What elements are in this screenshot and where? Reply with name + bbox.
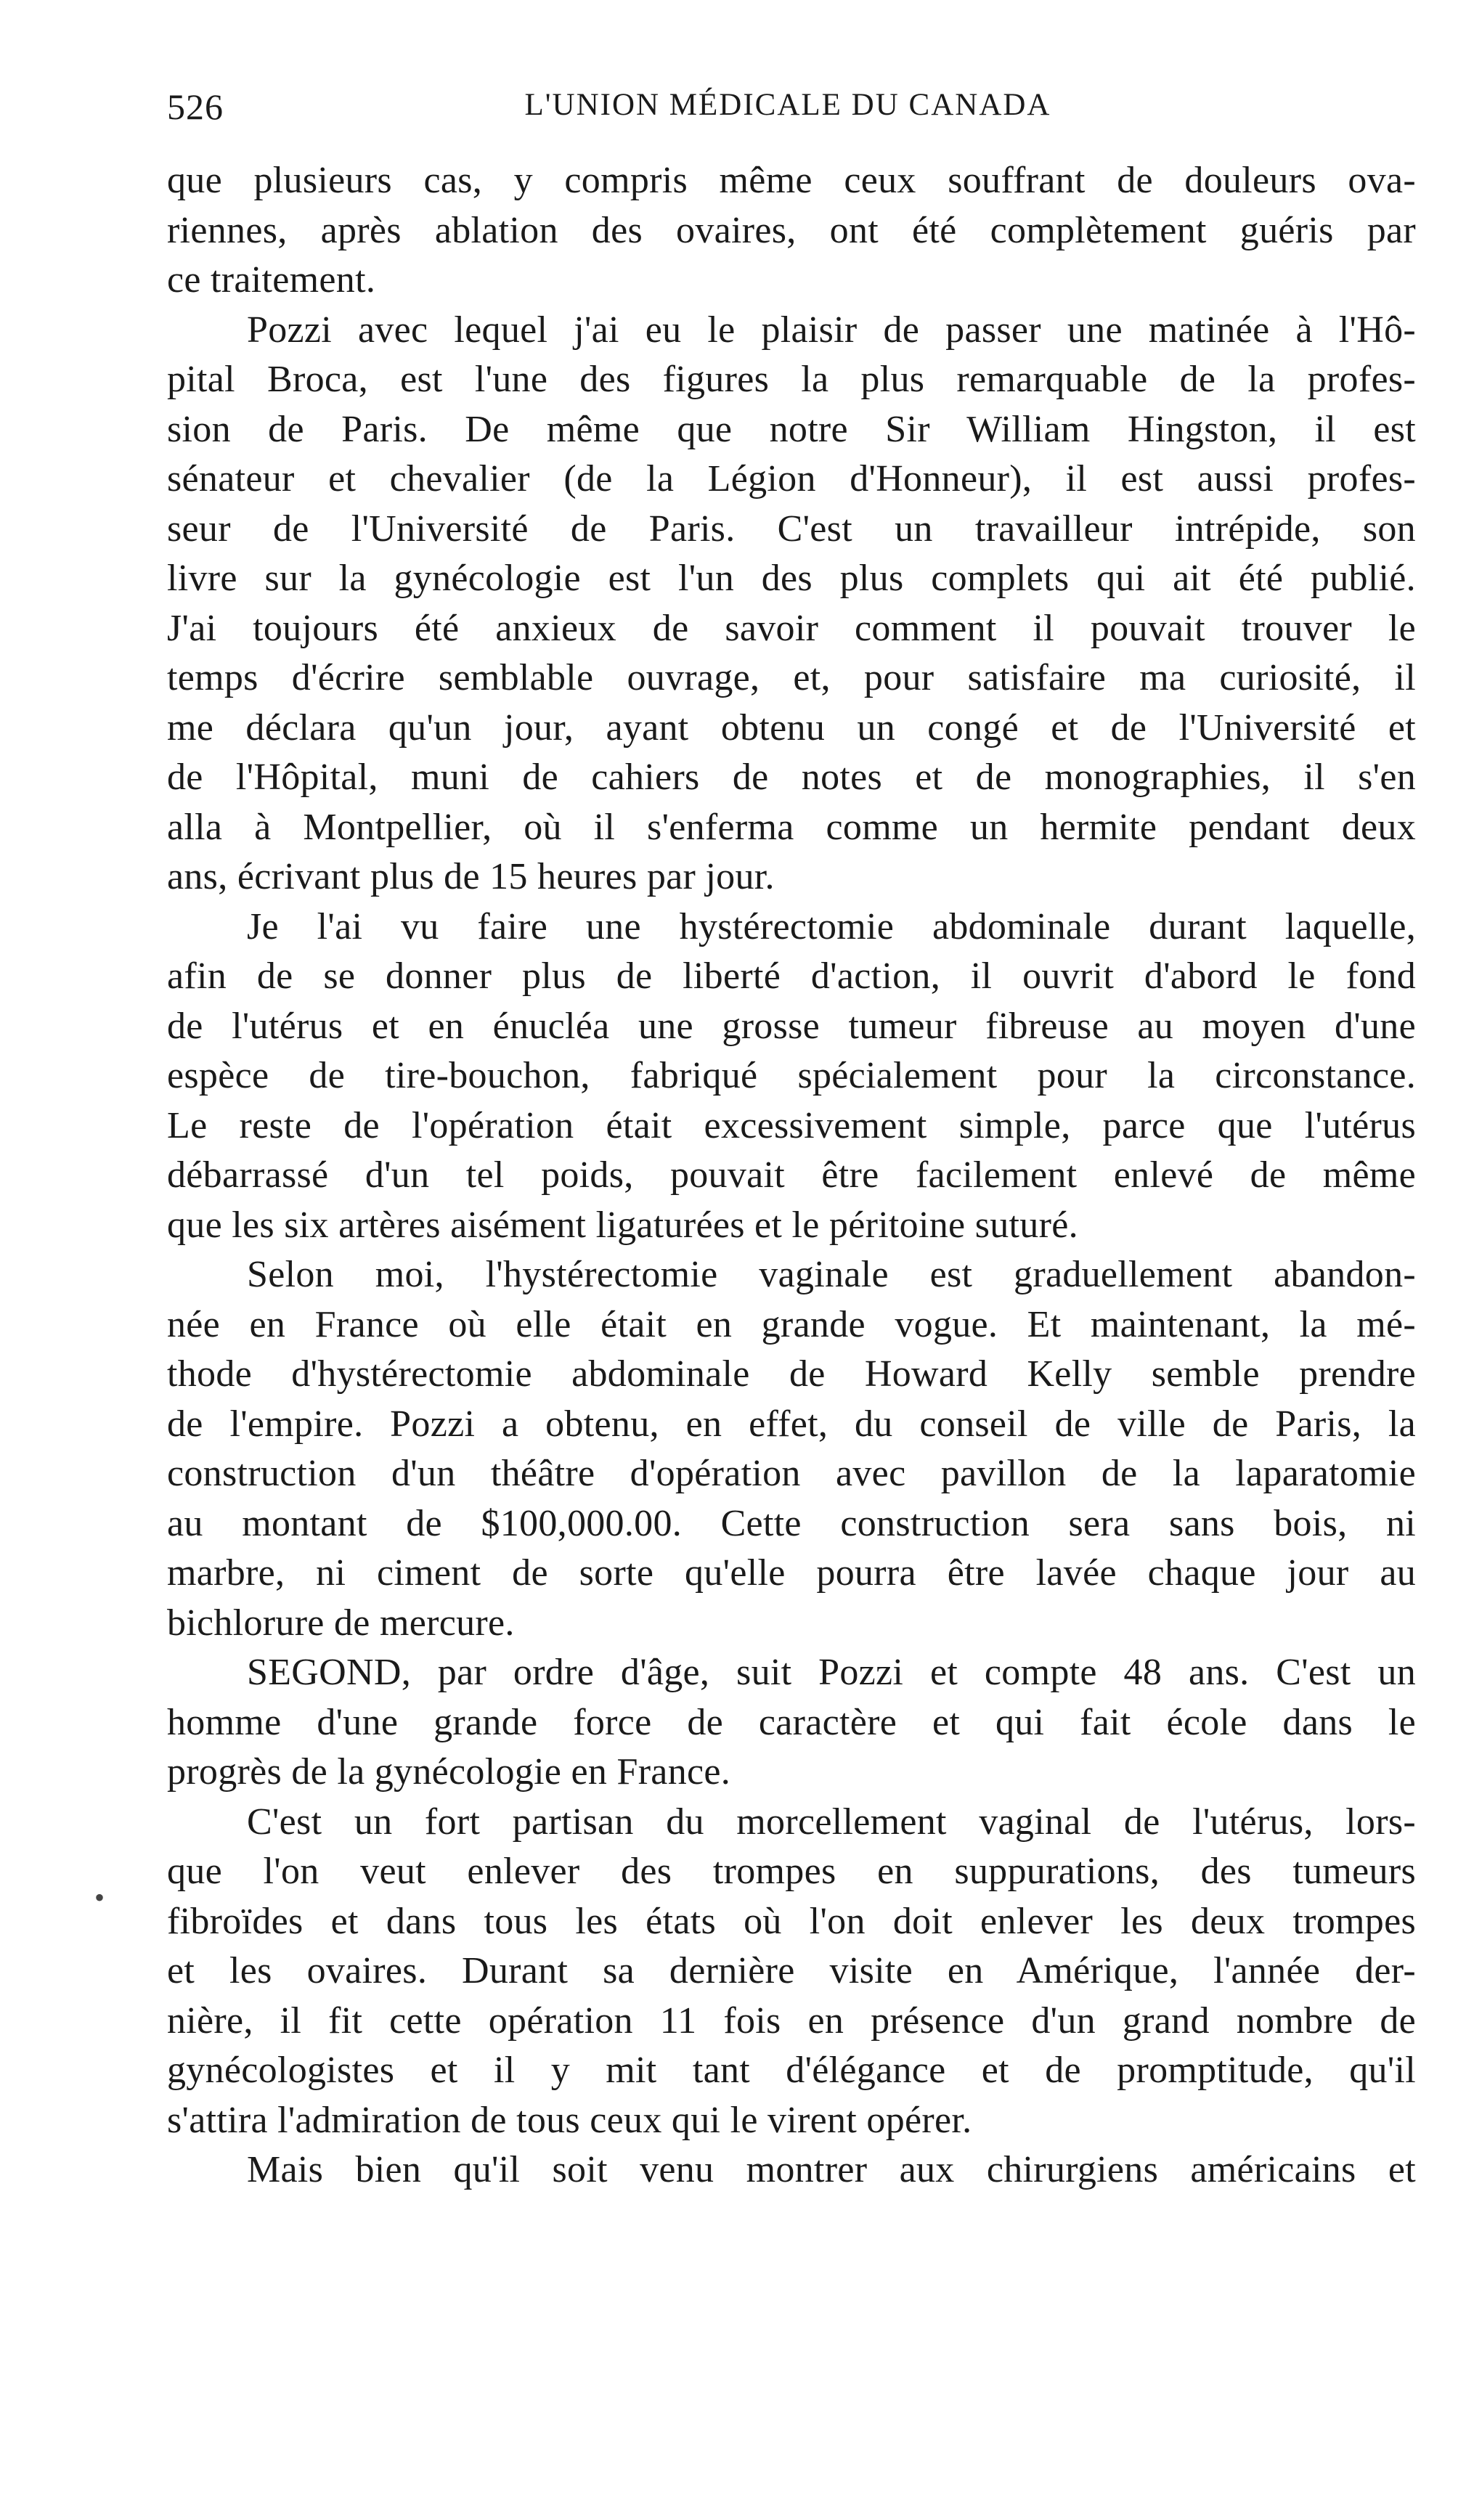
text-line: de l'utérus et en énucléa une grosse tumeur fibreuse au moyen d'une [167, 1005, 1416, 1047]
text-line: alla à Montpellier, où il s'enferma comme un hermite pendant deux [167, 806, 1416, 848]
page-header [167, 86, 1409, 129]
text-line: que plusieurs cas, y compris même ceux souffrant de douleurs ova- [167, 160, 1416, 201]
text-line: gynécologistes et il y mit tant d'élégance et de promptitude, qu'il [167, 2050, 1416, 2091]
text-line: marbre, ni ciment de sorte qu'elle pourra être lavée chaque jour au [167, 1552, 1416, 1594]
text-line: progrès de la gynécologie en France. [167, 1751, 731, 1793]
text-line: sénateur et chevalier (de la Légion d'Honneur), il est aussi profes- [167, 458, 1416, 499]
running-head: L'UNION MÉDICALE DU CANADA [524, 88, 1051, 122]
text-line: sion de Paris. De même que notre Sir William Hingston, il est [167, 408, 1416, 450]
text-line: s'attira l'admiration de tous ceux qui le virent opérer. [167, 2099, 972, 2141]
text-line: J'ai toujours été anxieux de savoir comment il pouvait trouver le [167, 607, 1416, 649]
text-line: Je l'ai vu faire une hystérectomie abdominale durant laquelle, [247, 905, 1416, 947]
text-line: Pozzi avec lequel j'ai eu le plaisir de passer une matinée à l'Hô- [247, 309, 1416, 351]
text-line: débarrassé d'un tel poids, pouvait être facilement enlevé de même [167, 1154, 1416, 1196]
text-line: Le reste de l'opération était excessivement simple, parce que l'utérus [167, 1104, 1416, 1146]
text-line: pital Broca, est l'une des figures la plus remarquable de la profes- [167, 359, 1416, 400]
text-line: seur de l'Université de Paris. C'est un travailleur intrépide, son [167, 507, 1416, 550]
text-line: riennes, après ablation des ovaires, ont été complètement guéris par [167, 209, 1416, 251]
text-line: et les ovaires. Durant sa dernière visite en Amérique, l'année der- [167, 1950, 1416, 1991]
text-line: Selon moi, l'hystérectomie vaginale est graduellement abandon- [247, 1254, 1416, 1295]
text-line: nière, il fit cette opération 11 fois en présence d'un grand nombre de [167, 1999, 1416, 2042]
text-line: ans, écrivant plus de 15 heures par jour. [167, 856, 775, 897]
text-line: construction d'un théâtre d'opération avec pavillon de la laparatomie [167, 1453, 1416, 1494]
text-line: C'est un fort partisan du morcellement vaginal de l'utérus, lors- [247, 1801, 1416, 1843]
text-line: de l'Hôpital, muni de cahiers de notes et de monographies, il s'en [167, 757, 1416, 798]
text-line: de l'empire. Pozzi a obtenu, en effet, du conseil de ville de Paris, la [167, 1403, 1416, 1445]
text-line: que les six artères aisément ligaturées et le péritoine suturé. [167, 1204, 1078, 1246]
margin-dot: • [94, 1881, 105, 1914]
body-text [167, 156, 1416, 2195]
text-line: livre sur la gynécologie est l'un des plus complets qui ait été publié. [167, 558, 1416, 599]
text-line: afin de se donner plus de liberté d'action, il ouvrit d'abord le fond [167, 955, 1416, 997]
text-line: au montant de $100,000.00. Cette construction sera sans bois, ni [167, 1502, 1416, 1544]
text-line: Mais bien qu'il soit venu montrer aux chirurgiens américains et [247, 2149, 1416, 2190]
text-line: homme d'une grande force de caractère et qui fait école dans le [167, 1701, 1416, 1743]
text-line: me déclara qu'un jour, ayant obtenu un congé et de l'Université et [167, 706, 1416, 749]
text-line: temps d'écrire semblable ouvrage, et, pour satisfaire ma curiosité, il [167, 657, 1416, 698]
page-number: 526 [167, 86, 224, 127]
text-line: que l'on veut enlever des trompes en suppurations, des tumeurs [167, 1851, 1416, 1892]
text-line: fibroïdes et dans tous les états où l'on doit enlever les deux trompes [167, 1900, 1416, 1942]
text-line: bichlorure de mercure. [167, 1602, 515, 1644]
text-line: SEGOND, par ordre d'âge, suit Pozzi et compte 48 ans. C'est un [247, 1652, 1416, 1693]
text-line: thode d'hystérectomie abdominale de Howard Kelly semble prendre [167, 1353, 1416, 1395]
text-line: née en France où elle était en grande vogue. Et maintenant, la mé- [167, 1303, 1416, 1345]
text-line: ce traitement. [167, 259, 376, 301]
text-line: espèce de tire-bouchon, fabriqué spécialement pour la circonstance. [167, 1055, 1416, 1096]
